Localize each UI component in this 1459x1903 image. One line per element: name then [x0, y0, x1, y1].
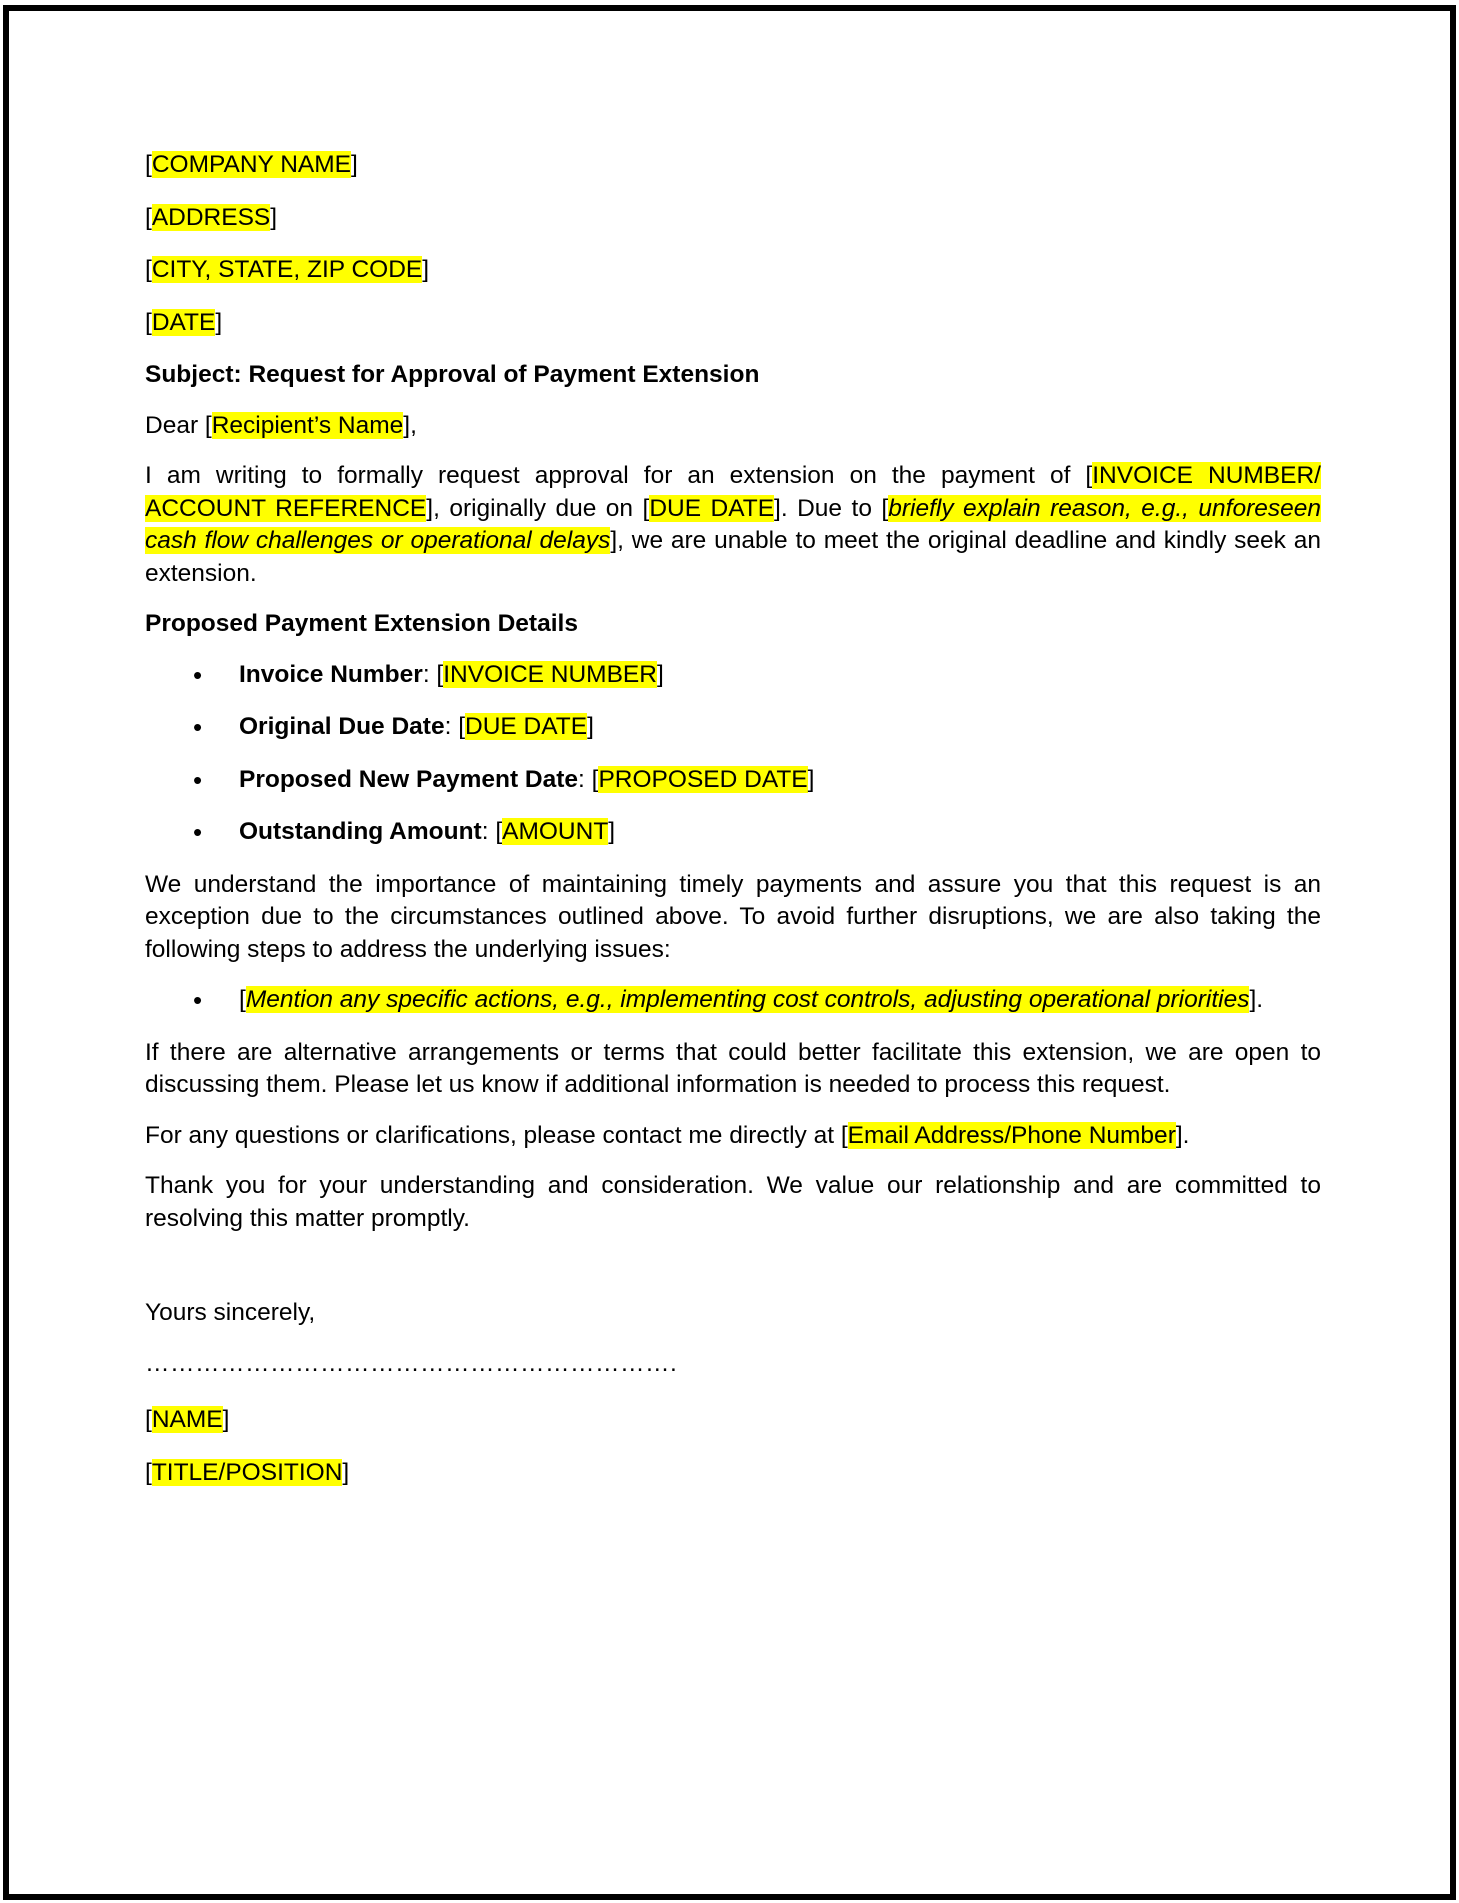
- closing: Yours sincerely,: [145, 1299, 316, 1326]
- intro-text-4: ], we are unable to meet the original deadline and kindly seek an extension.: [145, 527, 1321, 587]
- company-name-line: [COMPANY NAME]: [145, 151, 358, 178]
- contact-paragraph: [145, 1120, 1321, 1153]
- signer-block: [145, 1404, 1321, 1489]
- address-placeholder: ADDRESS: [151, 203, 271, 231]
- letter-page: [3, 5, 1456, 1900]
- recipient-name-placeholder: Recipient’s Name: [211, 411, 404, 439]
- signer-title-placeholder: TITLE/POSITION: [151, 1458, 343, 1486]
- date-line: [DATE]: [145, 308, 223, 336]
- company-name-placeholder: COMPANY NAME: [151, 151, 352, 178]
- commitment-paragraph: We understand the importance of maintaining timely payments and assure you that this request is an exception due to the circumstances outlined above. To avoid further disruptions, we are also taking the following steps to address the underlying issues:: [145, 870, 1321, 963]
- intro-text-1: I am writing to formally request approval for an extension on the payment of [: [145, 462, 1093, 489]
- detail-item-original-due-date: • Original Due Date: [DUE DATE]: [145, 711, 1321, 744]
- detail-item-outstanding-amount: • Outstanding Amount: [AMOUNT]: [145, 816, 1321, 849]
- detail-value-placeholder: PROPOSED DATE: [598, 765, 808, 793]
- detail-label: Proposed New Payment Date: [239, 765, 579, 793]
- steps-list: [145, 984, 1321, 1017]
- intro-text-2: ], originally due on [: [426, 494, 650, 522]
- contact-text-1: For any questions or clarifications, please contact me directly at [: [145, 1121, 848, 1149]
- signature-line: ……………………………………………………….: [145, 1349, 678, 1377]
- specific-actions-placeholder: Mention any specific actions, e.g., implementing cost controls, adjusting operational priorities: [245, 986, 1250, 1013]
- letter-body: [145, 149, 1321, 1509]
- detail-value-placeholder: AMOUNT: [502, 818, 609, 845]
- greeting-suffix: ],: [403, 411, 417, 439]
- reason-placeholder: briefly explain reason, e.g., unforeseen cash flow challenges or operational delays: [145, 494, 1322, 554]
- step-item: • [Mention any specific actions, e.g., implementing cost controls, adjusting operational priorities].: [145, 984, 1321, 1017]
- intro-text-3: ]. Due to [: [774, 494, 889, 522]
- signer-name-line: [NAME]: [145, 1406, 230, 1433]
- date-placeholder: DATE: [151, 308, 216, 336]
- due-date-placeholder: DUE DATE: [649, 494, 775, 522]
- city-line: [CITY, STATE, ZIP CODE]: [145, 256, 430, 283]
- subject-line: Subject: Request for Approval of Payment Extension: [145, 361, 760, 388]
- detail-item-invoice-number: • Invoice Number: [INVOICE NUMBER]: [145, 659, 1321, 692]
- contact-placeholder: Email Address/Phone Number: [847, 1121, 1176, 1149]
- address-line: [ADDRESS]: [145, 203, 278, 231]
- contact-text-2: ].: [1175, 1121, 1190, 1149]
- signer-title-line: [TITLE/POSITION]: [145, 1458, 350, 1486]
- sender-address-block: [145, 149, 1321, 339]
- detail-label: Original Due Date: [239, 713, 445, 740]
- greeting-prefix: Dear [: [145, 411, 212, 439]
- city-placeholder: CITY, STATE, ZIP CODE: [151, 256, 423, 283]
- details-list: [145, 659, 1321, 849]
- thanks-paragraph: Thank you for your understanding and consideration. We value our relationship and are committed to resolving this matter promptly.: [145, 1172, 1321, 1232]
- detail-value-placeholder: INVOICE NUMBER: [443, 660, 657, 688]
- details-heading: Proposed Payment Extension Details: [145, 610, 578, 637]
- alternatives-paragraph: If there are alternative arrangements or terms that could better facilitate this extension, we are open to discussing them. Please let us know if additional information is needed to process this request.: [145, 1038, 1321, 1098]
- detail-item-proposed-date: • Proposed New Payment Date: [PROPOSED DATE]: [145, 764, 1321, 797]
- detail-value-placeholder: DUE DATE: [465, 713, 588, 740]
- detail-label: Outstanding Amount: [239, 818, 482, 845]
- signer-name-placeholder: NAME: [151, 1406, 223, 1433]
- greeting: [145, 410, 1321, 443]
- intro-paragraph: [145, 460, 1321, 590]
- invoice-reference-placeholder: INVOICE NUMBER/ ACCOUNT REFERENCE: [145, 462, 1321, 522]
- detail-label: Invoice Number: [239, 660, 423, 688]
